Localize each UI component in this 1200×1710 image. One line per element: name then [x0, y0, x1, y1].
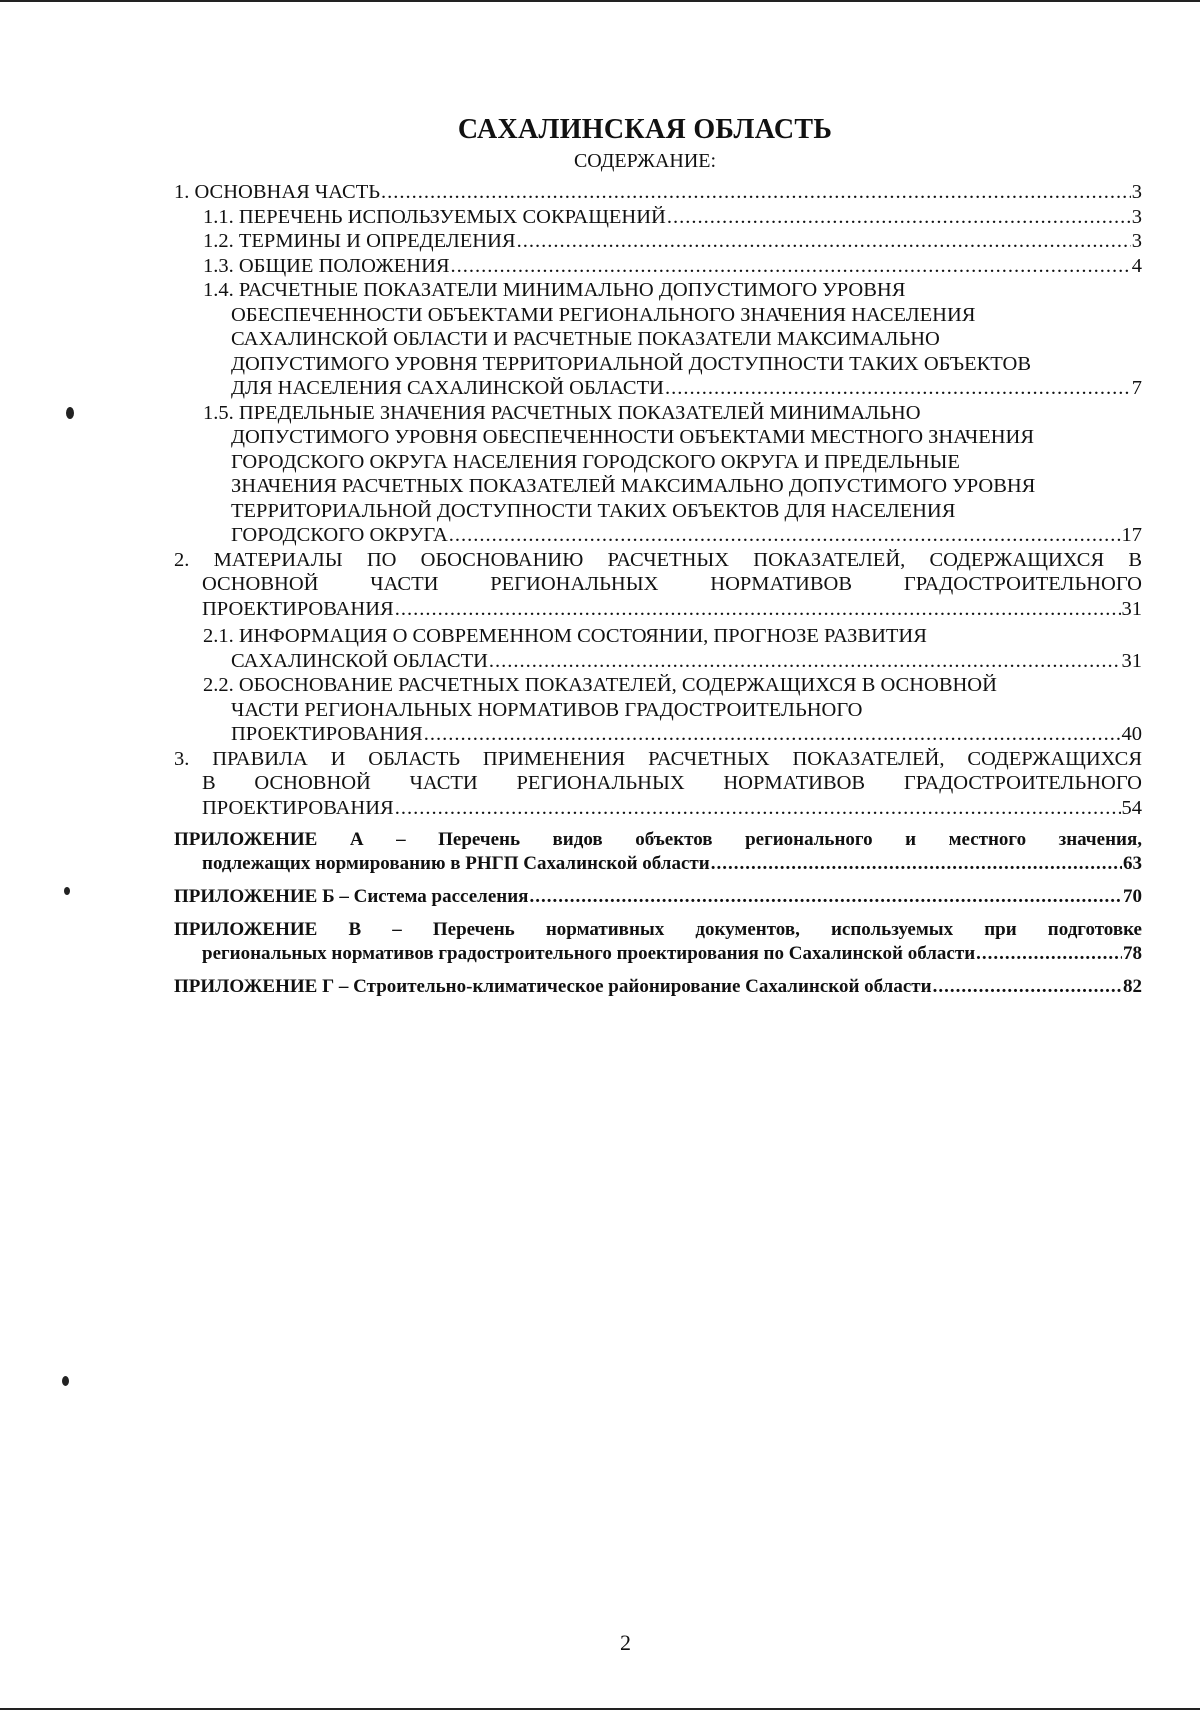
dot-leader: [667, 205, 1131, 230]
dot-leader: [424, 722, 1121, 747]
scan-speck: [64, 887, 70, 895]
contents-heading: СОДЕРЖАНИЕ:: [573, 150, 717, 172]
toc-page-number: 54: [1121, 796, 1142, 819]
toc-page-number: 3: [1131, 205, 1142, 228]
toc-page-number: 70: [1123, 886, 1142, 907]
dot-leader: [517, 229, 1131, 254]
toc-entry-line: ЧАСТИ РЕГИОНАЛЬНЫХ НОРМАТИВОВ ГРАДОСТРОИТЕЛЬНОГО: [231, 698, 863, 721]
toc-entry-1-1[interactable]: [174, 205, 1142, 230]
toc-appendix-v[interactable]: [174, 918, 1142, 966]
toc-entry-line: 1.5. ПРЕДЕЛЬНЫЕ ЗНАЧЕНИЯ РАСЧЕТНЫХ ПОКАЗАТЕЛЕЙ МИНИМАЛЬНО: [203, 401, 921, 424]
toc-entry-line: ГОРОДСКОГО ОКРУГА: [231, 524, 448, 546]
toc-entry-text: 1.1. ПЕРЕЧЕНЬ ИСПОЛЬЗУЕМЫХ СОКРАЩЕНИЙ: [203, 205, 666, 228]
toc-entry-1-4[interactable]: [174, 278, 1142, 401]
toc-entry-1-3[interactable]: [174, 254, 1142, 279]
toc-entry-3[interactable]: [174, 747, 1142, 821]
page-number: 2: [620, 1630, 631, 1655]
toc-page-number: 17: [1121, 524, 1142, 546]
dot-leader: [449, 523, 1121, 548]
toc-page-number: 3: [1131, 230, 1142, 252]
toc-appendix-a[interactable]: [174, 828, 1142, 876]
region-title: САХАЛИНСКАЯ ОБЛАСТЬ: [457, 114, 833, 145]
toc-page-number: 4: [1131, 254, 1142, 277]
toc-entry-line: ЗНАЧЕНИЯ РАСЧЕТНЫХ ПОКАЗАТЕЛЕЙ МАКСИМАЛЬНО ДОПУСТИМОГО УРОВНЯ: [231, 475, 1036, 497]
dot-leader: [933, 975, 1122, 999]
dot-leader: [395, 796, 1121, 821]
toc-entry-line: САХАЛИНСКОЙ ОБЛАСТИ: [231, 649, 488, 672]
toc-entry-text: 1.3. ОБЩИЕ ПОЛОЖЕНИЯ: [203, 254, 450, 277]
toc-entry-line: региональных нормативов градостроительного проектирования по Сахалинской области: [202, 943, 976, 964]
scan-speck: [62, 1376, 69, 1386]
toc-entry-line: ПРОЕКТИРОВАНИЯ: [202, 597, 394, 620]
dot-leader: [451, 254, 1131, 279]
toc-entry-line: ГОРОДСКОГО ОКРУГА НАСЕЛЕНИЯ ГОРОДСКОГО ОКРУГА И ПРЕДЕЛЬНЫЕ: [231, 450, 960, 473]
toc-page-number: 3: [1131, 181, 1142, 203]
toc-page-number: 40: [1121, 723, 1142, 745]
toc-entry-1-5[interactable]: [174, 401, 1142, 548]
toc-entry-line: ОСНОВНОЙ ЧАСТИ РЕГИОНАЛЬНЫХ НОРМАТИВОВ ГРАДОСТРОИТЕЛЬНОГО: [202, 573, 1142, 595]
dot-leader: [711, 852, 1122, 876]
toc-entry-line: ПРИЛОЖЕНИЕ А – Перечень видов объектов регионального и местного значения,: [174, 829, 1142, 850]
dot-leader: [665, 376, 1131, 401]
dot-leader: [489, 649, 1121, 674]
toc-entry-text: ПРИЛОЖЕНИЕ Г – Строительно-климатическое районирование Сахалинской области: [174, 976, 932, 997]
table-of-contents: [174, 180, 1142, 999]
toc-entry-line: подлежащих нормированию в РНГП Сахалинской области: [202, 853, 710, 874]
scan-speck: [66, 407, 74, 419]
toc-entry-2-1[interactable]: [174, 624, 1142, 673]
toc-entry-line: ДОПУСТИМОГО УРОВНЯ ОБЕСПЕЧЕННОСТИ ОБЪЕКТАМИ МЕСТНОГО ЗНАЧЕНИЯ: [231, 426, 1035, 448]
toc-entry-line: 2.2. ОБОСНОВАНИЕ РАСЧЕТНЫХ ПОКАЗАТЕЛЕЙ, СОДЕРЖАЩИХСЯ В ОСНОВНОЙ: [203, 674, 997, 696]
toc-page-number: 31: [1121, 649, 1142, 672]
toc-entry-line: ПРОЕКТИРОВАНИЯ: [202, 796, 394, 819]
toc-entry-line: 3. ПРАВИЛА И ОБЛАСТЬ ПРИМЕНЕНИЯ РАСЧЕТНЫХ ПОКАЗАТЕЛЕЙ, СОДЕРЖАЩИХСЯ: [174, 747, 1142, 770]
toc-entry-2[interactable]: [174, 548, 1142, 622]
toc-page-number: 63: [1123, 853, 1142, 874]
dot-leader: [395, 597, 1121, 622]
toc-entry-1[interactable]: [174, 180, 1142, 205]
toc-entry-line: 2.1. ИНФОРМАЦИЯ О СОВРЕМЕННОМ СОСТОЯНИИ, ПРОГНОЗЕ РАЗВИТИЯ: [203, 625, 927, 647]
toc-appendix-b[interactable]: [174, 885, 1142, 909]
toc-page-number: 7: [1131, 377, 1142, 399]
toc-entry-line: В ОСНОВНОЙ ЧАСТИ РЕГИОНАЛЬНЫХ НОРМАТИВОВ ГРАДОСТРОИТЕЛЬНОГО: [202, 772, 1142, 794]
toc-entry-line: САХАЛИНСКОЙ ОБЛАСТИ И РАСЧЕТНЫЕ ПОКАЗАТЕЛИ МАКСИМАЛЬНО: [231, 328, 940, 350]
toc-appendix-g[interactable]: [174, 975, 1142, 999]
toc-entry-line: ДОПУСТИМОГО УРОВНЯ ТЕРРИТОРИАЛЬНОЙ ДОСТУПНОСТИ ТАКИХ ОБЪЕКТОВ: [231, 352, 1032, 375]
toc-entry-line: ТЕРРИТОРИАЛЬНОЙ ДОСТУПНОСТИ ТАКИХ ОБЪЕКТОВ ДЛЯ НАСЕЛЕНИЯ: [231, 499, 956, 522]
toc-page-number: 82: [1123, 976, 1142, 997]
toc-entry-line: ПРОЕКТИРОВАНИЯ: [231, 723, 423, 745]
toc-entry-line: ОБЕСПЕЧЕННОСТИ ОБЪЕКТАМИ РЕГИОНАЛЬНОГО ЗНАЧЕНИЯ НАСЕЛЕНИЯ: [231, 303, 976, 326]
toc-entry-text: 1.2. ТЕРМИНЫ И ОПРЕДЕЛЕНИЯ: [203, 230, 516, 252]
toc-entry-2-2[interactable]: [174, 673, 1142, 747]
toc-entry-text: ПРИЛОЖЕНИЕ Б – Система расселения: [174, 886, 529, 907]
toc-entry-line: ДЛЯ НАСЕЛЕНИЯ САХАЛИНСКОЙ ОБЛАСТИ: [231, 377, 664, 399]
dot-leader: [976, 942, 1122, 966]
toc-page-number: 31: [1121, 597, 1142, 620]
toc-entry-line: 2. МАТЕРИАЛЫ ПО ОБОСНОВАНИЮ РАСЧЕТНЫХ ПОКАЗАТЕЛЕЙ, СОДЕРЖАЩИХСЯ В: [174, 548, 1142, 571]
dot-leader: [529, 885, 1122, 909]
toc-entry-text: 1. ОСНОВНАЯ ЧАСТЬ: [174, 181, 380, 203]
dot-leader: [381, 180, 1131, 205]
toc-page-number: 78: [1123, 943, 1142, 964]
toc-entry-line: ПРИЛОЖЕНИЕ В – Перечень нормативных документов, используемых при подготовке: [174, 919, 1142, 940]
toc-entry-line: 1.4. РАСЧЕТНЫЕ ПОКАЗАТЕЛИ МИНИМАЛЬНО ДОПУСТИМОГО УРОВНЯ: [203, 279, 906, 301]
toc-entry-1-2[interactable]: [174, 229, 1142, 254]
